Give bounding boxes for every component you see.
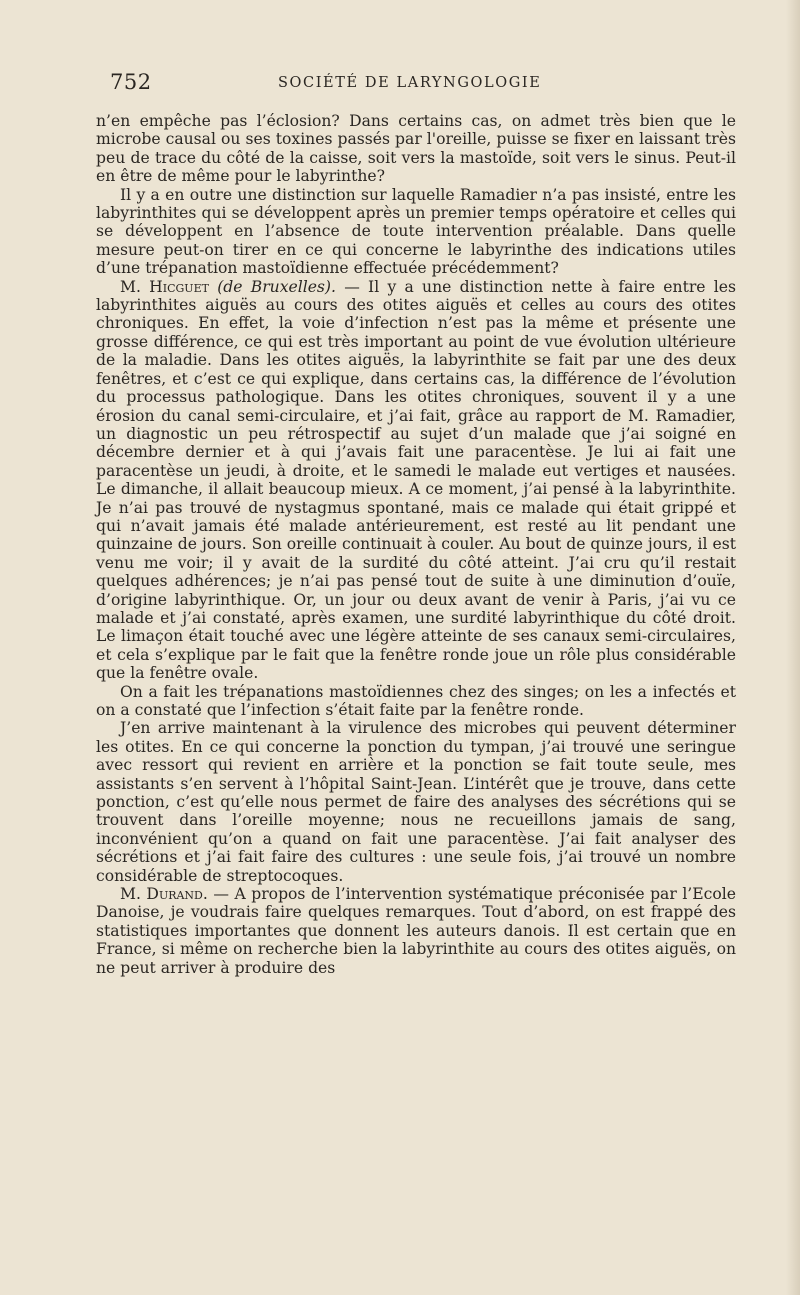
paragraph-6 <box>96 885 736 977</box>
page-edge-shadow <box>786 0 800 1295</box>
paragraph-4 <box>96 683 736 720</box>
speaker-affiliation: (de Bruxelles). <box>217 277 336 296</box>
paragraph-2 <box>96 186 736 278</box>
page-number: 752 <box>110 70 152 94</box>
paragraph-1-text: n’en empêche pas l’éclosion? Dans certains cas, on admet très bien que le microbe causal ou ses toxines passés par l'oreille, puisse se fixer en laissant très peu de trace du côté de la caisse, soit vers la mastoïde, soit vers le sinus. Peut-il en être de même pour le labyrinthe? <box>96 112 736 186</box>
paragraph-1 <box>96 112 736 186</box>
running-title: SOCIÉTÉ DE LARYNGOLOGIE <box>278 75 542 91</box>
running-header <box>110 70 740 100</box>
body-text <box>96 112 736 977</box>
paragraph-4-text: On a fait les trépanations mastoïdiennes chez des singes; on les a infectés et on a constaté que l’infection s’était faite par la fenêtre ronde. <box>96 682 736 719</box>
speaker-durand: M. Durand. <box>120 885 208 904</box>
paragraph-6-text: — A propos de l’intervention systématique préconisée par l’Ecole Danoise, je voudrais faire quelques remarques. Tout d’abord, on est frappé des statistiques importantes que donnent les auteurs danois. Il est certain que en France, si même on recherche bien la labyrinthite au cours des otites aiguës, on ne peut arriver à produire des <box>96 885 736 977</box>
paragraph-5 <box>96 719 736 885</box>
paragraph-2-text: Il y a en outre une distinction sur laquelle Ramadier n’a pas insisté, entre les labyrinthites qui se développent après un premier temps opératoire et celles qui se développent en l’absence de toute intervention préalable. Dans quelle mesure peut-on tirer en ce qui concerne le labyrinthe des indications utiles d’une trépanation mastoïdienne effectuée précédemment? <box>96 185 736 278</box>
paragraph-5-text: J’en arrive maintenant à la virulence des microbes qui peuvent déterminer les otites. En ce qui concerne la ponction du tympan, j’ai trouvé une seringue avec ressort qui revient en arrière et la ponction se fait toute seule, mes assistants s’en servent à l’hôpital Saint-Jean. L’intérêt que je trouve, dans cette ponction, c’est qu’elle nous permet de faire des analyses des sécrétions qui se trouvent dans l’oreille moyenne; nous ne recueillons jamais de sang, inconvénient qu’on a quand on fait une paracentèse. J’ai fait analyser des sécrétions et j’ai fait faire des cultures : une seule fois, j’ai trouvé un nombre considérable de streptocoques. <box>96 719 736 885</box>
paragraph-3 <box>96 278 736 683</box>
speaker-hicguet: M. Hicguet <box>120 277 209 296</box>
paragraph-3-text: — Il y a une distinction nette à faire entre les labyrinthites aiguës au cours des otites aiguës et celles au cours des otites chroniques. En effet, la voie d’infection n’est pas la même et présente une grosse différence, ce qui est très important au point de vue évolution ultérieure de la maladie. Dans les otites aiguës, la labyrinthite se fait par une des deux fenêtres, et c’est ce qui explique, dans certains cas, la différence de l’évolution du processus pathologique. Dans les otites chroniques, souvent il y a une érosion du canal semi-circulaire, et j’ai fait, grâce au rapport de M. Ramadier, un diagnostic un peu rétrospectif au sujet d’un malade que j’ai soigné en décembre dernier et à qui j’avais fait une paracentèse. Je lui ai fait une paracentèse un jeudi, à droite, et le samedi le malade eut vertiges et nausées. Le dimanche, il allait beaucoup mieux. A ce moment, j’ai pensé à la labyrinthite. Je n’ai pas trouvé de nystagmus spontané, mais ce malade qui était grippé et qui n’avait jamais été malade antérieurement, est resté au lit pendant une quinzaine de jours. Son oreille continuait à couler. Au bout de quinze jours, il est venu me voir; il y avait de la surdité du côté atteint. J’ai cru qu’il restait quelques adhérences; je n’ai pas pensé tout de suite à une diminution d’ouïe, d’origine labyrinthique. Or, un jour ou deux avant de venir à Paris, j’ai vu ce malade et j’ai constaté, après examen, une surdité labyrinthique du côté droit. Le limaçon était touché avec une légère atteinte de ses canaux semi-circulaires, et cela s’explique par le fait que la fenêtre ronde joue un rôle plus considérable que la fenêtre ovale. <box>96 277 736 683</box>
